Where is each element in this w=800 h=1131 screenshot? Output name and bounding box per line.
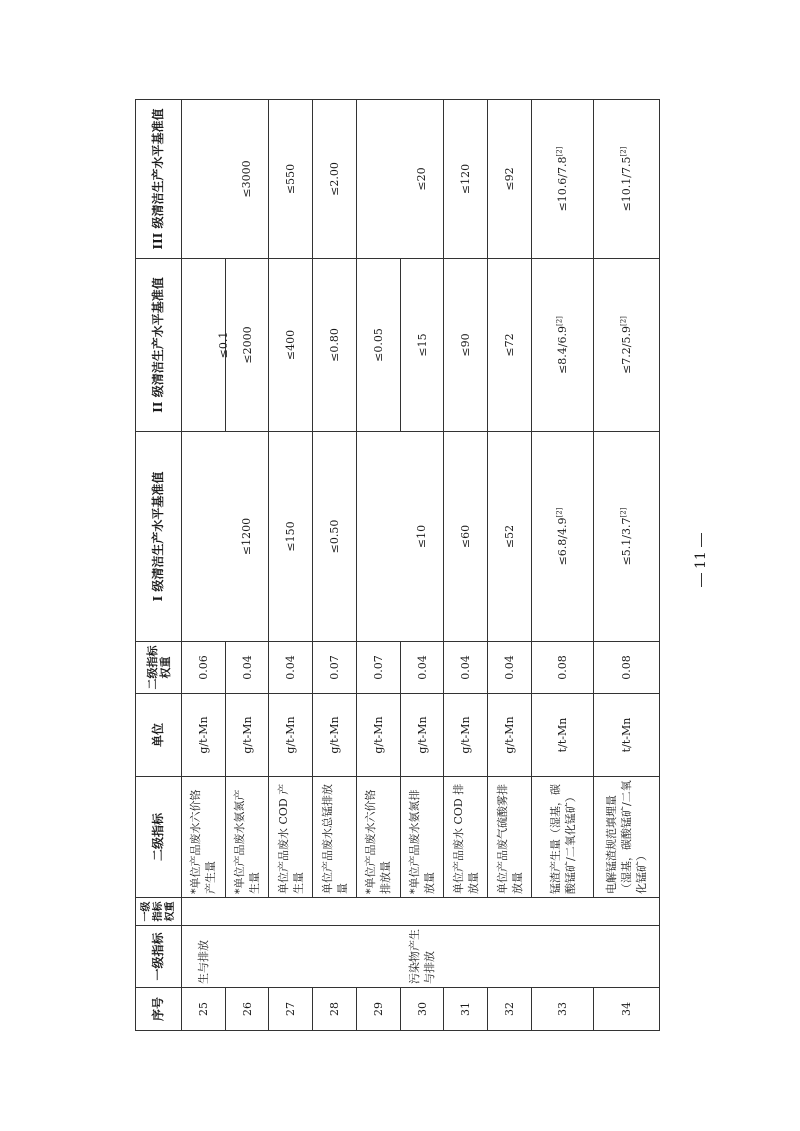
l2-weight: 0.08 — [531, 642, 593, 694]
l2-name: 锰渣产生量（湿基，碳酸锰矿/二氧化锰矿） — [531, 777, 593, 898]
l2-name: 单位产品废水总锰排放量 — [313, 777, 357, 898]
header-grade1: I 级清洁生产水平基准值 — [136, 432, 182, 642]
unit: g/t-Mn — [269, 694, 313, 777]
grade1-value: ≤10 — [400, 432, 444, 642]
unit: g/t-Mn — [225, 694, 269, 777]
l2-name: *单位产品废水六价铬产生量 — [182, 777, 226, 898]
grade2-value: ≤15 — [400, 259, 444, 432]
table-row — [531, 100, 593, 1031]
page-number: 11 — [693, 561, 713, 591]
l2-name: *单位产品废水氨氮产生量 — [225, 777, 269, 898]
table-row — [225, 100, 269, 1031]
grade1-value: ≤5.1/3.7[2] — [594, 432, 660, 642]
l1-blank — [356, 926, 400, 988]
l2-weight: 0.04 — [225, 642, 269, 694]
unit: g/t-Mn — [444, 694, 488, 777]
l1-blank — [444, 926, 488, 988]
unit: t/t-Mn — [594, 694, 660, 777]
unit: g/t-Mn — [182, 694, 226, 777]
table-row — [400, 100, 444, 1031]
row-no: 32 — [488, 988, 532, 1031]
l2-name: 单位产品废气硫酸雾排放量 — [488, 777, 532, 898]
grade3-value: ≤550 — [269, 100, 313, 259]
grade1-value: ≤0.50 — [313, 432, 357, 642]
standards-table — [135, 99, 660, 1031]
l1-blank — [313, 926, 357, 988]
l2-name: 电解锰渣规范填埋量（湿基，碳酸锰矿/二氧化锰矿） — [594, 777, 660, 898]
grade1-value — [356, 432, 400, 642]
l1-blank — [225, 926, 269, 988]
grade2-value: ≤72 — [488, 259, 532, 432]
table-row — [444, 100, 488, 1031]
table-row — [269, 100, 313, 1031]
l1-blank — [531, 926, 593, 988]
header-l1: 一级指标 — [136, 926, 182, 988]
grade2-value: ≤2000 — [225, 259, 269, 432]
grade3-value: ≤20 — [400, 100, 444, 259]
grade3-value: ≤92 — [488, 100, 532, 259]
grade3-value — [356, 100, 400, 259]
grade2-value: ≤7.2/5.9[2] — [594, 259, 660, 432]
grade1-value: ≤150 — [269, 432, 313, 642]
header-grade3: III 级清洁生产水平基准值 — [136, 100, 182, 259]
l2-weight: 0.08 — [594, 642, 660, 694]
unit: t/t-Mn — [531, 694, 593, 777]
row-no: 25 — [182, 988, 226, 1031]
unit: g/t-Mn — [488, 694, 532, 777]
l1-label: 污染物产生与排放 — [400, 926, 444, 988]
grade2-value: ≤0.80 — [313, 259, 357, 432]
l1-blank — [269, 926, 313, 988]
l2-weight: 0.04 — [444, 642, 488, 694]
grade2-value: ≤8.4/6.9[2] — [531, 259, 593, 432]
row-no: 29 — [356, 988, 400, 1031]
table-row — [182, 100, 226, 1031]
l2-name: 单位产品废水 COD 产生量 — [269, 777, 313, 898]
l1-blank — [488, 926, 532, 988]
row-no: 31 — [444, 988, 488, 1031]
l2-weight: 0.04 — [400, 642, 444, 694]
header-grade2: II 级清洁生产水平基准值 — [136, 259, 182, 432]
grade2-value: ≤400 — [269, 259, 313, 432]
header-row — [136, 100, 182, 1031]
grade3-value: ≤3000 — [225, 100, 269, 259]
row-no: 26 — [225, 988, 269, 1031]
grade3-value: ≤2.00 — [313, 100, 357, 259]
grade3-value: ≤120 — [444, 100, 488, 259]
unit: g/t-Mn — [356, 694, 400, 777]
table-row — [356, 100, 400, 1031]
unit: g/t-Mn — [313, 694, 357, 777]
grade1-value: ≤1200 — [225, 432, 269, 642]
grade1-value: ≤52 — [488, 432, 532, 642]
l2-weight: 0.04 — [269, 642, 313, 694]
grade2-value: ≤0.1 — [202, 259, 246, 432]
l2-name: 单位产品废水 COD 排放量 — [444, 777, 488, 898]
header-l2-weight: 二级指标权重 — [136, 642, 182, 694]
row-no: 30 — [400, 988, 444, 1031]
header-l2: 二级指标 — [136, 777, 182, 898]
l2-weight: 0.07 — [313, 642, 357, 694]
grade3-value: ≤10.6/7.8[2] — [531, 100, 593, 259]
l2-weight: 0.06 — [182, 642, 226, 694]
l2-name: *单位产品废水氨氮排放量 — [400, 777, 444, 898]
header-unit: 单位 — [136, 694, 182, 777]
grade2-value: ≤90 — [444, 259, 488, 432]
l2-name: *单位产品废水六价铬排放量 — [356, 777, 400, 898]
table-row — [594, 100, 660, 1031]
grade1-value: ≤6.8/4.9[2] — [531, 432, 593, 642]
grade3-value: ≤10.1/7.5[2] — [594, 100, 660, 259]
row-no: 28 — [313, 988, 357, 1031]
grade1-value — [182, 432, 226, 642]
header-l1-weight: 一级指标权重 — [136, 898, 182, 926]
rotated-table-container — [135, 100, 660, 1031]
l2-weight: 0.04 — [488, 642, 532, 694]
row-no: 27 — [269, 988, 313, 1031]
table-row — [313, 100, 357, 1031]
l1-weight-cell — [182, 898, 660, 926]
l1-blank — [594, 926, 660, 988]
grade3-value — [182, 100, 226, 259]
grade1-value: ≤60 — [444, 432, 488, 642]
table-row — [488, 100, 532, 1031]
row-no: 34 — [594, 988, 660, 1031]
header-no: 序号 — [136, 988, 182, 1031]
l1-label: 生与排放 — [182, 926, 226, 988]
unit: g/t-Mn — [400, 694, 444, 777]
grade2-value: ≤0.05 — [356, 259, 400, 432]
l2-weight: 0.07 — [356, 642, 400, 694]
row-no: 33 — [531, 988, 593, 1031]
